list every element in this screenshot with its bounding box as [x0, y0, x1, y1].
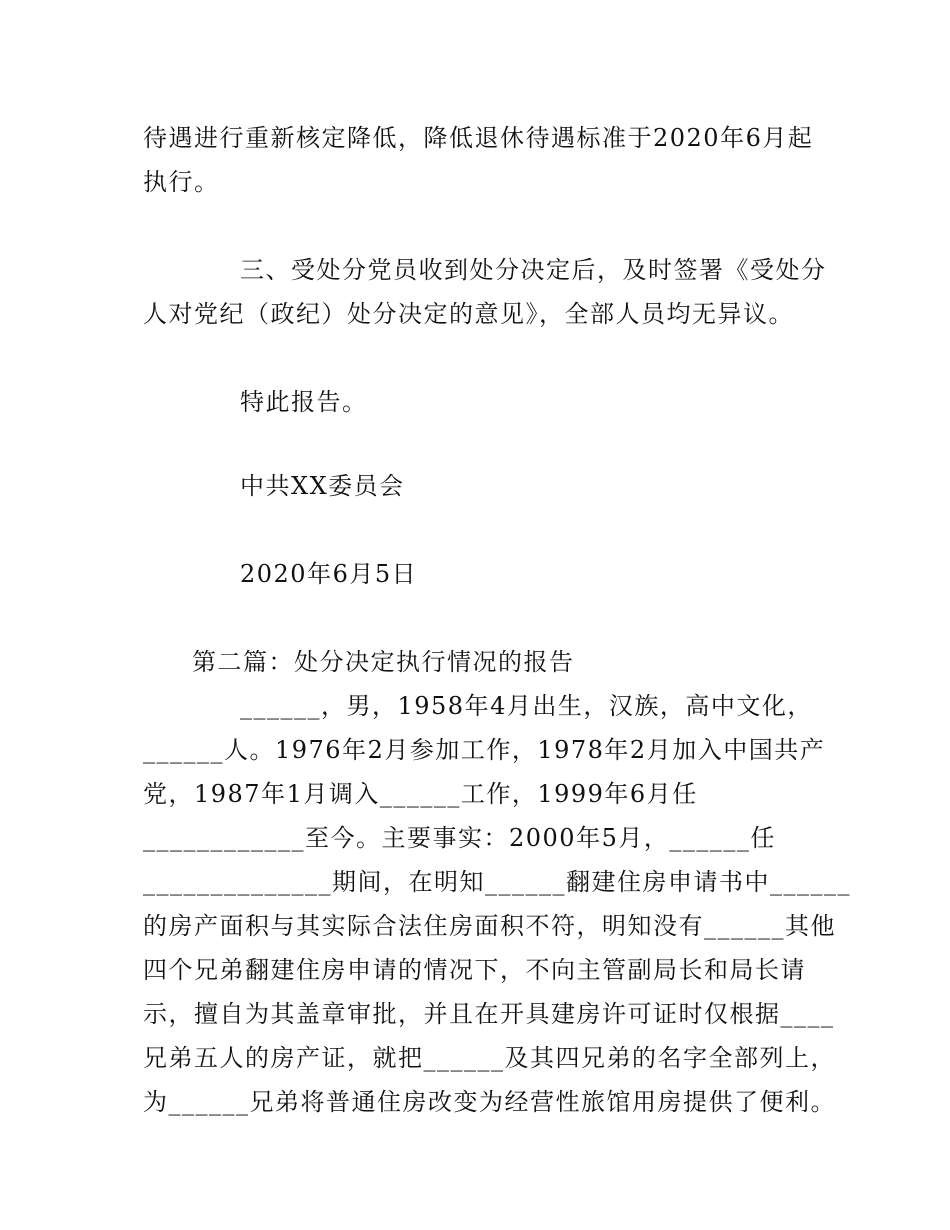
paragraph-line: 的房产面积与其实际合法住房面积不符，明知没有______其他: [143, 912, 836, 940]
paragraph-line: 为______兄弟将普通住房改变为经营性旅馆用房提供了便利。: [143, 1088, 836, 1116]
paragraph-line: 人对党纪（政纪）处分决定的意见》，全部人员均无异议。: [143, 300, 794, 328]
paragraph-line: ______________期间，在明知______翻建住房申请书中______: [143, 868, 851, 896]
paragraph-line: ______人。1976年2月参加工作，1978年2月加入中国共产: [143, 736, 826, 764]
signature-date: 2020年6月5日: [240, 560, 418, 588]
paragraph-line: 示，擅自为其盖章审批，并且在开具建房许可证时仅根据____: [143, 1000, 835, 1028]
paragraph-line: 党，1987年1月调入______工作，1999年6月任: [143, 780, 698, 808]
paragraph-line: 三、受处分党员收到处分决定后，及时签署《受处分: [240, 256, 827, 284]
paragraph-line: ______，男，1958年4月出生，汉族，高中文化，: [240, 692, 813, 720]
paragraph-line: 待遇进行重新核定降低，降低退休待遇标准于2020年6月起: [143, 124, 814, 152]
section-heading: 第二篇：处分决定执行情况的报告: [192, 648, 575, 676]
paragraph-line: ____________至今。主要事实：2000年5月，______任: [143, 824, 776, 852]
paragraph-line: 四个兄弟翻建住房申请的情况下，不向主管副局长和局长请: [143, 956, 806, 984]
paragraph-line: 兄弟五人的房产证，就把______及其四兄弟的名字全部列上，: [143, 1044, 836, 1072]
paragraph-line: 执行。: [143, 168, 220, 196]
signature-organization: 中共XX委员会: [240, 472, 405, 500]
closing-text: 特此报告。: [240, 388, 368, 416]
